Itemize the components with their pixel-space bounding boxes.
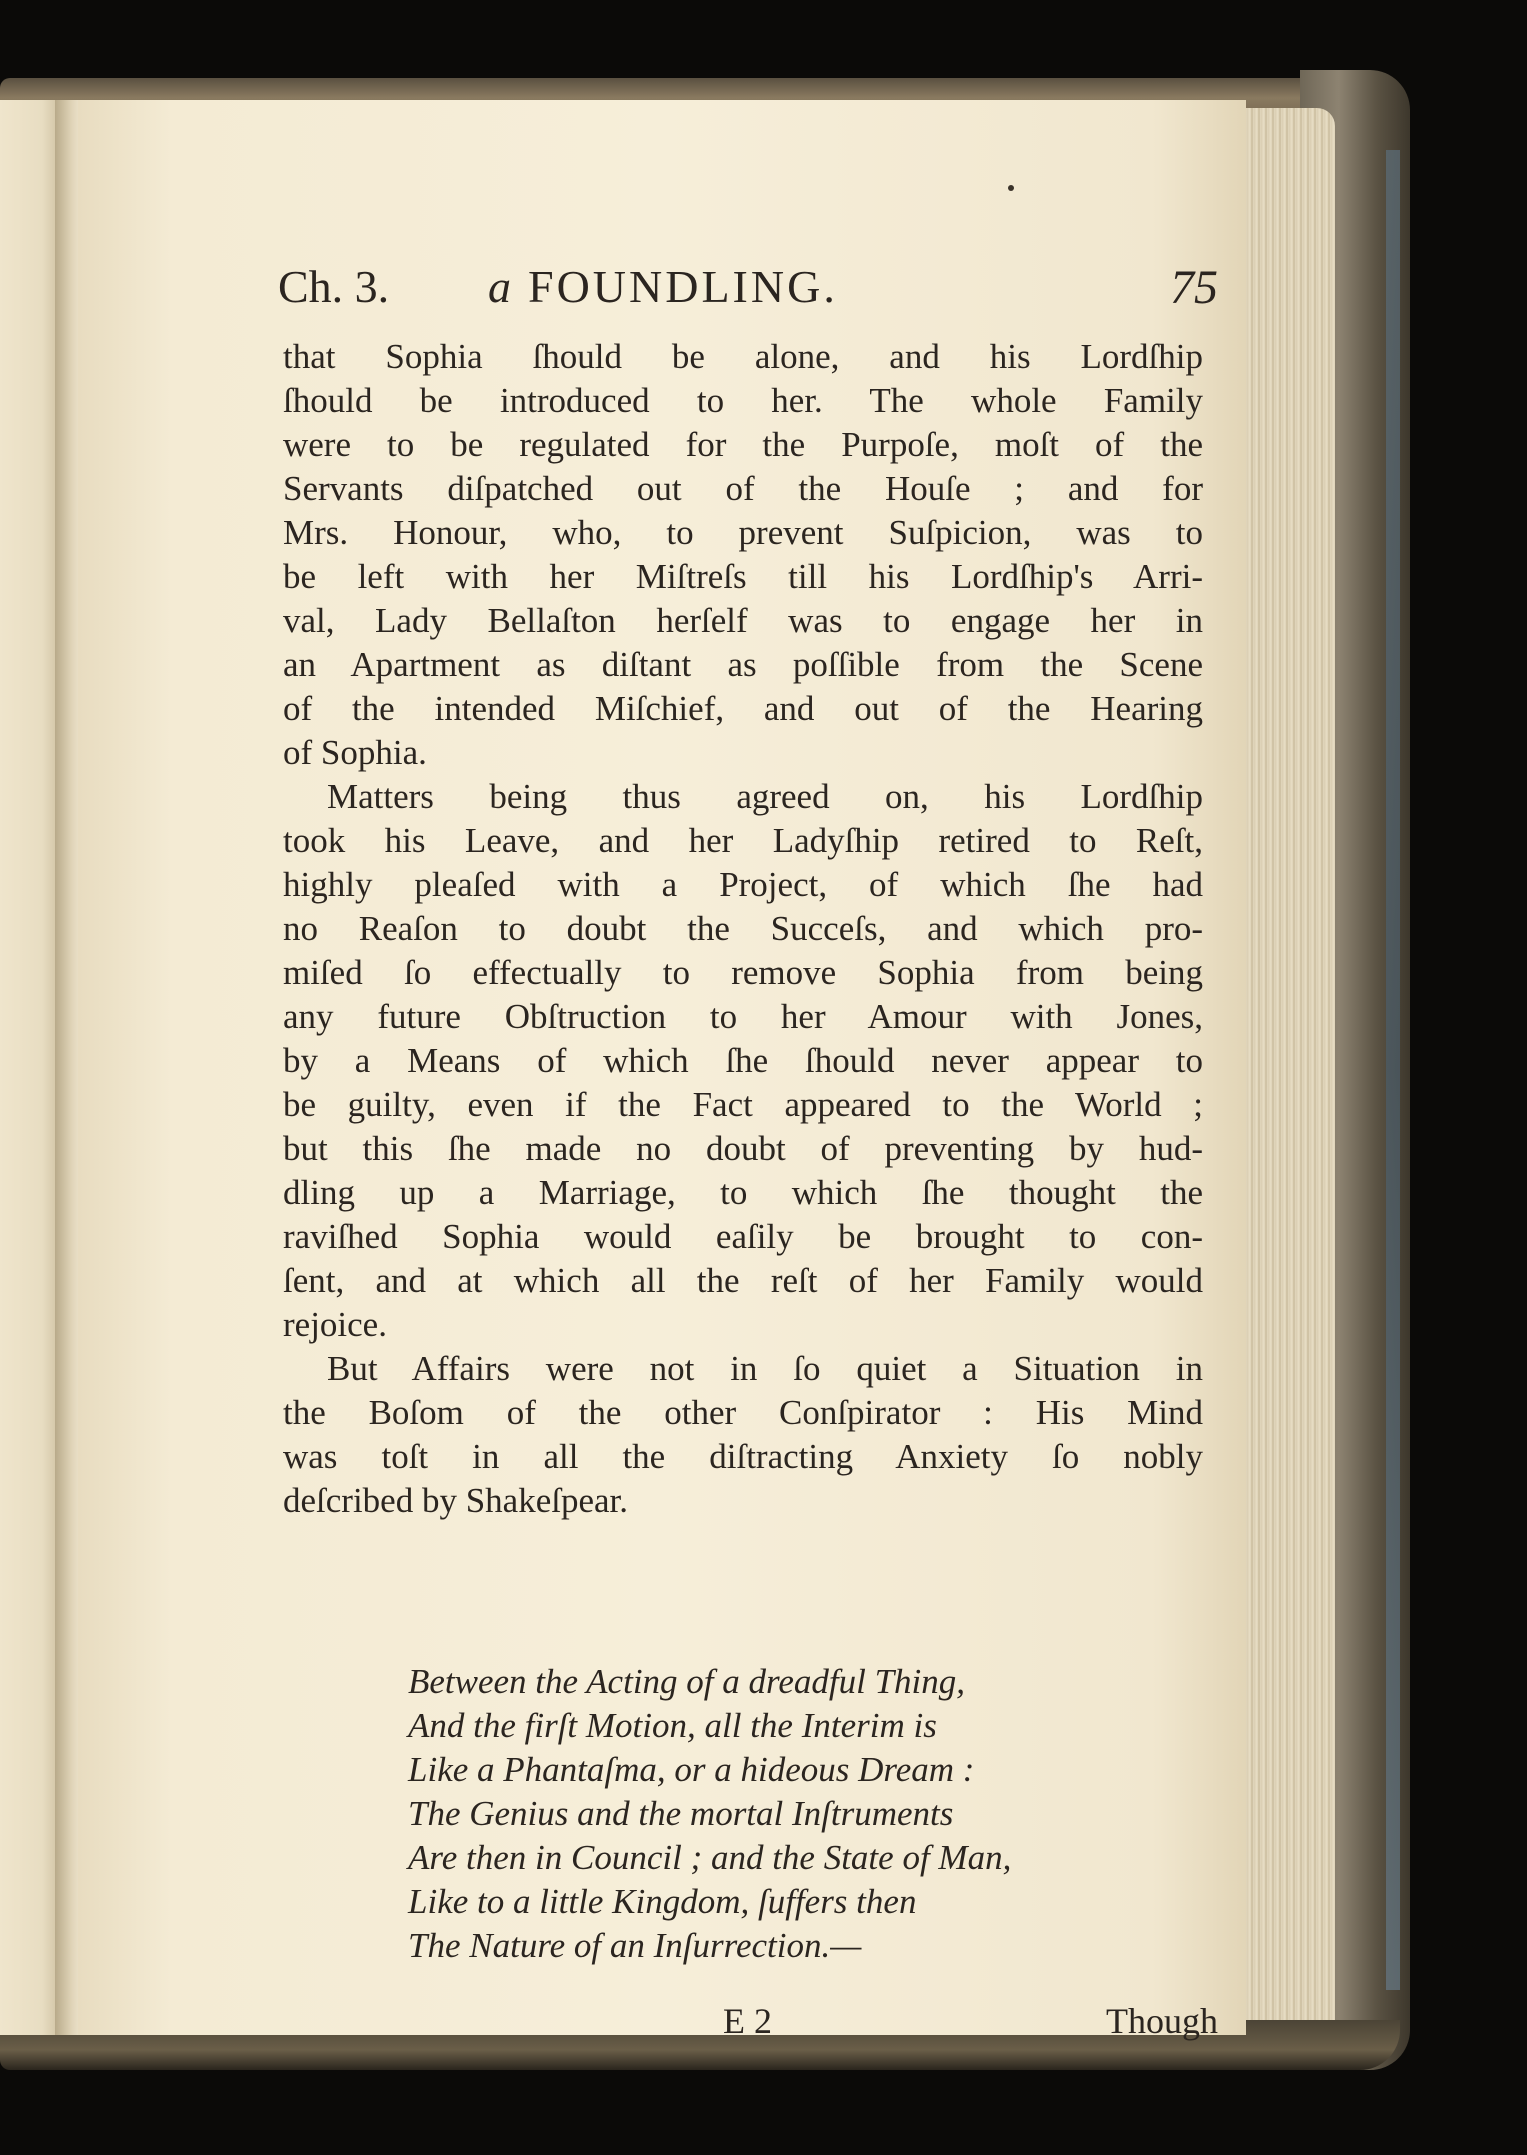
running-title-article: a (488, 261, 514, 312)
page-footer (278, 2000, 1218, 2050)
text-line: any future Obſtruction to her Amour with Jones, (283, 997, 1203, 1036)
running-title (488, 260, 838, 313)
running-header (278, 260, 1218, 340)
page-number: 75 (1170, 261, 1218, 314)
text-line: miſed ſo effectually to remove Sophia from being (283, 953, 1203, 992)
chapter-label: Ch. 3. (278, 261, 390, 312)
signature-mark: E 2 (723, 2001, 772, 2041)
text-line: But Affairs were not in ſo quiet a Situation in (327, 1349, 1203, 1388)
text-line: deſcribed by Shakeſpear. (283, 1481, 629, 1520)
text-line: dling up a Marriage, to which ſhe thought the (283, 1173, 1203, 1212)
text-line: was toſt in all the diſtracting Anxiety ſo nobly (283, 1437, 1203, 1476)
verse-line: Between the Acting of a dreadful Thing, (408, 1662, 966, 1701)
text-line: val, Lady Bellaſton herſelf was to engage her in (283, 601, 1203, 640)
text-line: Servants diſpatched out of the Houſe ; and for (283, 469, 1203, 508)
verse-quotation (408, 1660, 1228, 1968)
text-line: were to be regulated for the Purpoſe, moſt of the (283, 425, 1203, 464)
text-line: ſhould be introduced to her. The whole Family (283, 381, 1203, 420)
ink-speck (1008, 185, 1014, 191)
verse-line: Are then in Council ; and the State of Man, (408, 1838, 1012, 1877)
text-line: that Sophia ſhould be alone, and his Lordſhip (283, 337, 1203, 376)
verse-line: The Genius and the mortal Inſtruments (408, 1794, 954, 1833)
text-line: Mrs. Honour, who, to prevent Suſpicion, was to (283, 513, 1203, 552)
text-line: no Reaſon to doubt the Succeſs, and which pro- (283, 909, 1203, 948)
text-line: of Sophia. (283, 733, 427, 772)
text-line: of the intended Miſchief, and out of the Hearing (283, 689, 1203, 728)
catchword: Though (1106, 2001, 1218, 2041)
text-line: an Apartment as diſtant as poſſible from the Scene (283, 645, 1203, 684)
text-line: raviſhed Sophia would eaſily be brought to con- (283, 1217, 1203, 1256)
text-line: but this ſhe made no doubt of preventing by hud- (283, 1129, 1203, 1168)
text-line: Matters being thus agreed on, his Lordſhip (327, 777, 1203, 816)
text-line: be guilty, even if the Fact appeared to the World ; (283, 1085, 1203, 1124)
text-line: the Boſom of the other Conſpirator : His Mind (283, 1393, 1203, 1432)
text-line: highly pleaſed with a Project, of which ſhe had (283, 865, 1203, 904)
text-line: be left with her Miſtreſs till his Lordſhip's Arri- (283, 557, 1203, 596)
verse-line: And the firſt Motion, all the Interim is (408, 1706, 937, 1745)
text-line: ſent, and at which all the reſt of her Family would (283, 1261, 1203, 1300)
page-edges (1240, 108, 1335, 2038)
left-page (0, 100, 60, 2035)
text-line: took his Leave, and her Ladyſhip retired to Reſt, (283, 821, 1203, 860)
verse-line: Like a Phantaſma, or a hideous Dream : (408, 1750, 975, 1789)
right-page (78, 100, 1246, 2041)
running-title-word: FOUNDLING. (528, 261, 838, 312)
verse-line: Like to a little Kingdom, ſuffers then (408, 1882, 917, 1921)
text-line: by a Means of which ſhe ſhould never appear to (283, 1041, 1203, 1080)
text-line: rejoice. (283, 1305, 387, 1344)
body-text (283, 335, 1203, 1523)
verse-line: The Nature of an Inſurrection.— (408, 1926, 862, 1965)
